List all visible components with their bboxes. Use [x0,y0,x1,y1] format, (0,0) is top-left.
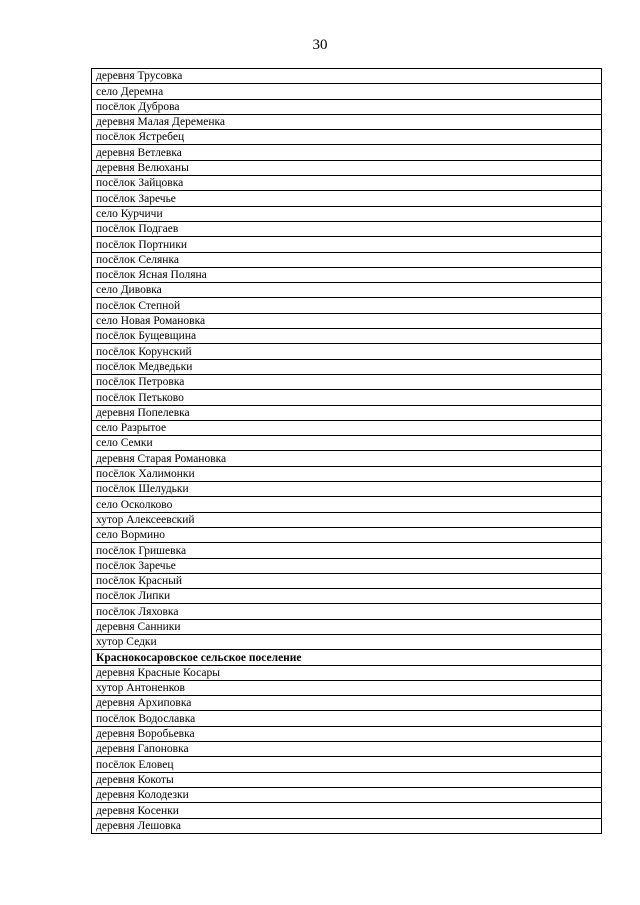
table-row [92,803,602,818]
settlement-name-cell: село Разрытое [92,420,602,435]
table-row [92,298,602,313]
settlement-name-cell: хутор Седки [92,634,602,649]
table-row [92,344,602,359]
settlement-name-cell: посёлок Ясная Поляна [92,267,602,282]
table-row [92,680,602,695]
settlement-name-cell: деревня Кокоты [92,772,602,787]
table-row [92,573,602,588]
settlement-name-cell: посёлок Красный [92,573,602,588]
settlement-name-cell: посёлок Липки [92,589,602,604]
settlements-table-body [92,69,602,834]
settlement-name-cell: хутор Алексеевский [92,512,602,527]
settlement-name-cell: село Вормино [92,527,602,542]
settlement-name-cell: деревня Лешовка [92,818,602,833]
settlement-name-cell: деревня Воробьевка [92,726,602,741]
table-row [92,329,602,344]
table-row [92,466,602,481]
table-row [92,558,602,573]
table-row [92,665,602,680]
settlement-name-cell: село Новая Романовка [92,313,602,328]
settlement-name-cell: посёлок Петьково [92,390,602,405]
settlement-name-cell: деревня Красные Косары [92,665,602,680]
table-row [92,145,602,160]
table-row [92,436,602,451]
settlement-name-cell: посёлок Бущевщина [92,329,602,344]
settlement-name-cell: село Дивовка [92,283,602,298]
table-row [92,742,602,757]
table-row [92,772,602,787]
table-row [92,420,602,435]
table-row [92,267,602,282]
table-row [92,619,602,634]
settlement-name-cell: деревня Попелевка [92,405,602,420]
table-row [92,726,602,741]
table-row [92,512,602,527]
settlement-name-cell: посёлок Заречье [92,191,602,206]
settlement-name-cell: посёлок Степной [92,298,602,313]
table-row [92,527,602,542]
settlement-name-cell: посёлок Ляховка [92,604,602,619]
table-row [92,206,602,221]
settlement-name-cell: посёлок Халимонки [92,466,602,481]
section-header-cell: Краснокосаровское сельское поселение [92,650,602,665]
settlement-name-cell: посёлок Гришевка [92,543,602,558]
settlement-name-cell: деревня Архиповка [92,696,602,711]
settlement-name-cell: село Осколково [92,497,602,512]
settlement-name-cell: посёлок Петровка [92,374,602,389]
table-row [92,130,602,145]
table-row [92,604,602,619]
table-row [92,390,602,405]
table-row [92,313,602,328]
settlement-name-cell: посёлок Заречье [92,558,602,573]
table-row [92,69,602,84]
table-row [92,787,602,802]
settlement-name-cell: деревня Ветлевка [92,145,602,160]
table-row [92,711,602,726]
settlement-name-cell: посёлок Еловец [92,757,602,772]
table-row [92,84,602,99]
settlement-name-cell: село Курчичи [92,206,602,221]
table-row [92,818,602,833]
settlement-name-cell: посёлок Медведьки [92,359,602,374]
settlement-name-cell: посёлок Зайцовка [92,176,602,191]
settlement-name-cell: посёлок Селянка [92,252,602,267]
table-row [92,374,602,389]
table-row [92,634,602,649]
table-row [92,114,602,129]
table-row [92,221,602,236]
section-header-row [92,650,602,665]
table-row [92,482,602,497]
settlement-name-cell: посёлок Дуброва [92,99,602,114]
settlement-name-cell: посёлок Шелудьки [92,482,602,497]
table-row [92,176,602,191]
table-row [92,252,602,267]
settlement-name-cell: деревня Гапоновка [92,742,602,757]
table-row [92,451,602,466]
settlement-name-cell: деревня Старая Романовка [92,451,602,466]
table-row [92,283,602,298]
settlement-name-cell: посёлок Портники [92,237,602,252]
settlement-name-cell: село Семки [92,436,602,451]
settlement-name-cell: деревня Колодезки [92,787,602,802]
table-row [92,99,602,114]
table-row [92,497,602,512]
settlement-name-cell: деревня Малая Деременка [92,114,602,129]
table-row [92,191,602,206]
page-number: 30 [312,37,328,53]
settlement-name-cell: хутор Антоненков [92,680,602,695]
table-row [92,696,602,711]
settlement-name-cell: деревня Трусовка [92,69,602,84]
settlement-name-cell: деревня Велюханы [92,160,602,175]
table-row [92,237,602,252]
table-row [92,405,602,420]
settlement-name-cell: посёлок Корунский [92,344,602,359]
table-row [92,757,602,772]
settlement-name-cell: посёлок Ястребец [92,130,602,145]
settlement-name-cell: деревня Косенки [92,803,602,818]
table-row [92,543,602,558]
settlement-name-cell: село Деремна [92,84,602,99]
settlement-name-cell: деревня Санники [92,619,602,634]
settlement-name-cell: посёлок Подгаев [92,221,602,236]
settlement-name-cell: посёлок Водославка [92,711,602,726]
table-row [92,359,602,374]
table-row [92,589,602,604]
settlements-table [91,68,602,834]
table-row [92,160,602,175]
